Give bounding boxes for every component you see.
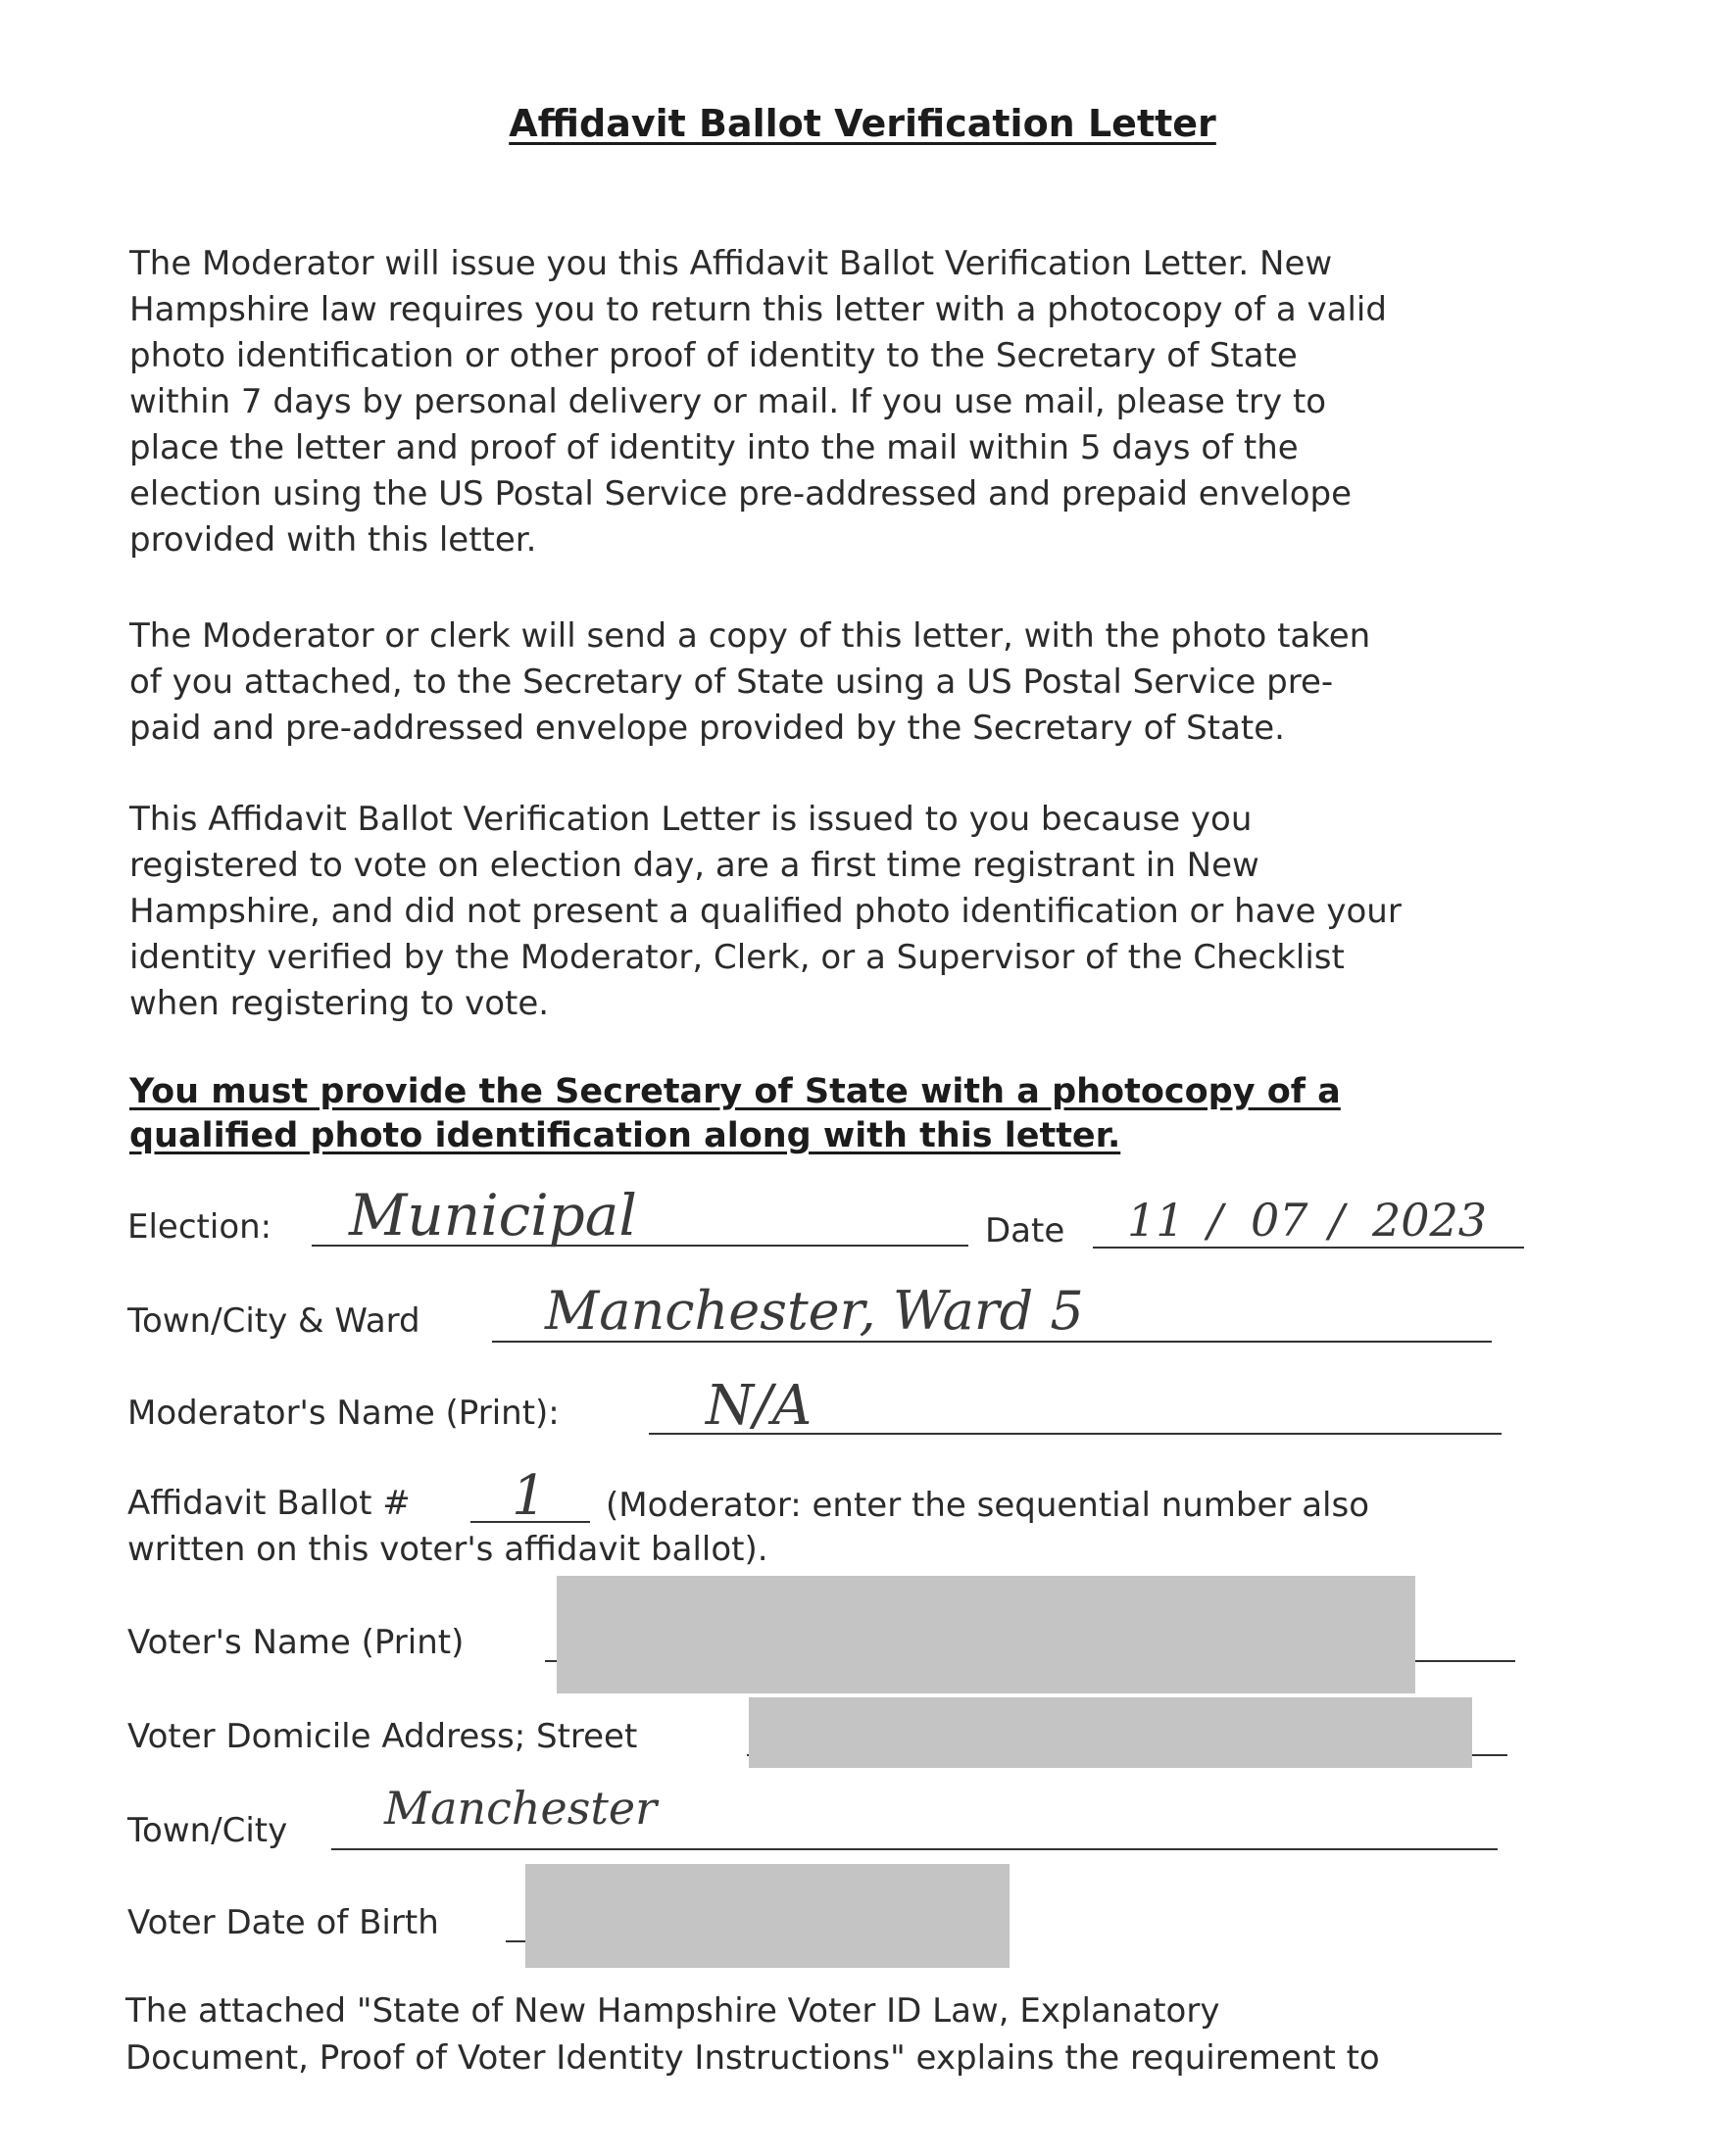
town-ward-label: Town/City & Ward bbox=[127, 1301, 420, 1341]
paragraph-line: registered to vote on election day, are a first time registrant in New bbox=[129, 846, 1259, 885]
paragraph-line: election using the US Postal Service pre-addressed and prepaid envelope bbox=[129, 474, 1353, 514]
election-field[interactable]: Municipal bbox=[349, 1182, 637, 1249]
ballot-note-continued: written on this voter's affidavit ballot). bbox=[127, 1530, 768, 1569]
paragraph-line: paid and pre-addressed envelope provided by the Secretary of State. bbox=[129, 709, 1285, 748]
date-day-field[interactable]: 07 bbox=[1251, 1194, 1308, 1247]
must-provide-notice bbox=[129, 1070, 1341, 1158]
date-year-field[interactable]: 2023 bbox=[1372, 1194, 1488, 1247]
paragraph-line: photo identification or other proof of identity to the Secretary of State bbox=[129, 336, 1298, 375]
town-city-field-line bbox=[331, 1848, 1498, 1850]
closing-line: Document, Proof of Voter Identity Instructions" explains the requirement to bbox=[125, 2038, 1380, 2078]
paragraph-line: The Moderator or clerk will send a copy of this letter, with the photo taken bbox=[129, 616, 1371, 656]
affidavit-ballot-label: Affidavit Ballot # bbox=[127, 1484, 411, 1523]
moderator-name-field[interactable]: N/A bbox=[706, 1374, 813, 1438]
closing-line: The attached "State of New Hampshire Voter ID Law, Explanatory bbox=[125, 1991, 1220, 2031]
document-title: Affidavit Ballot Verification Letter bbox=[509, 102, 1216, 145]
date-of-birth-label: Voter Date of Birth bbox=[127, 1903, 439, 1942]
domicile-street-label: Voter Domicile Address; Street bbox=[127, 1717, 638, 1756]
instructions-paragraph-1 bbox=[129, 241, 1619, 564]
date-of-birth-redaction bbox=[525, 1864, 1010, 1968]
paragraph-line: This Affidavit Ballot Verification Letter is issued to you because you bbox=[129, 800, 1253, 839]
paragraph-line: Hampshire, and did not present a qualified photo identification or have your bbox=[129, 892, 1402, 931]
closing-paragraph bbox=[125, 1987, 1380, 2082]
paragraph-line: Hampshire law requires you to return this letter with a photocopy of a valid bbox=[129, 290, 1387, 329]
instructions-paragraph-3 bbox=[129, 797, 1619, 1027]
paragraph-line: identity verified by the Moderator, Clerk, or a Supervisor of the Checklist bbox=[129, 938, 1345, 977]
instructions-paragraph-2 bbox=[129, 613, 1619, 752]
paragraph-line: within 7 days by personal delivery or mail. If you use mail, please try to bbox=[129, 382, 1327, 421]
paragraph-line: when registering to vote. bbox=[129, 984, 550, 1023]
ballot-note: (Moderator: enter the sequential number also bbox=[606, 1486, 1369, 1525]
date-separator: / bbox=[1208, 1194, 1223, 1247]
notice-line: You must provide the Secretary of State with a photocopy of a bbox=[129, 1072, 1341, 1111]
town-ward-field[interactable]: Manchester, Ward 5 bbox=[545, 1280, 1084, 1342]
town-city-label: Town/City bbox=[127, 1811, 288, 1850]
ballot-number-field[interactable]: 1 bbox=[512, 1464, 547, 1528]
date-label: Date bbox=[985, 1211, 1065, 1250]
date-field-line bbox=[1093, 1247, 1524, 1249]
voter-name-redaction bbox=[557, 1576, 1415, 1693]
voter-name-label: Voter's Name (Print) bbox=[127, 1623, 465, 1662]
paragraph-line: The Moderator will issue you this Affidavit Ballot Verification Letter. New bbox=[129, 244, 1333, 283]
date-separator: / bbox=[1329, 1194, 1345, 1247]
paragraph-line: of you attached, to the Secretary of State using a US Postal Service pre- bbox=[129, 662, 1334, 702]
moderator-name-label: Moderator's Name (Print): bbox=[127, 1394, 560, 1433]
town-city-field[interactable]: Manchester bbox=[384, 1782, 658, 1835]
paragraph-line: place the letter and proof of identity into the mail within 5 days of the bbox=[129, 428, 1299, 467]
notice-line: qualified photo identification along with this letter. bbox=[129, 1116, 1121, 1155]
date-month-field[interactable]: 11 bbox=[1127, 1194, 1185, 1247]
election-label: Election: bbox=[127, 1207, 272, 1247]
domicile-street-redaction bbox=[749, 1697, 1472, 1768]
paragraph-line: provided with this letter. bbox=[129, 520, 537, 560]
